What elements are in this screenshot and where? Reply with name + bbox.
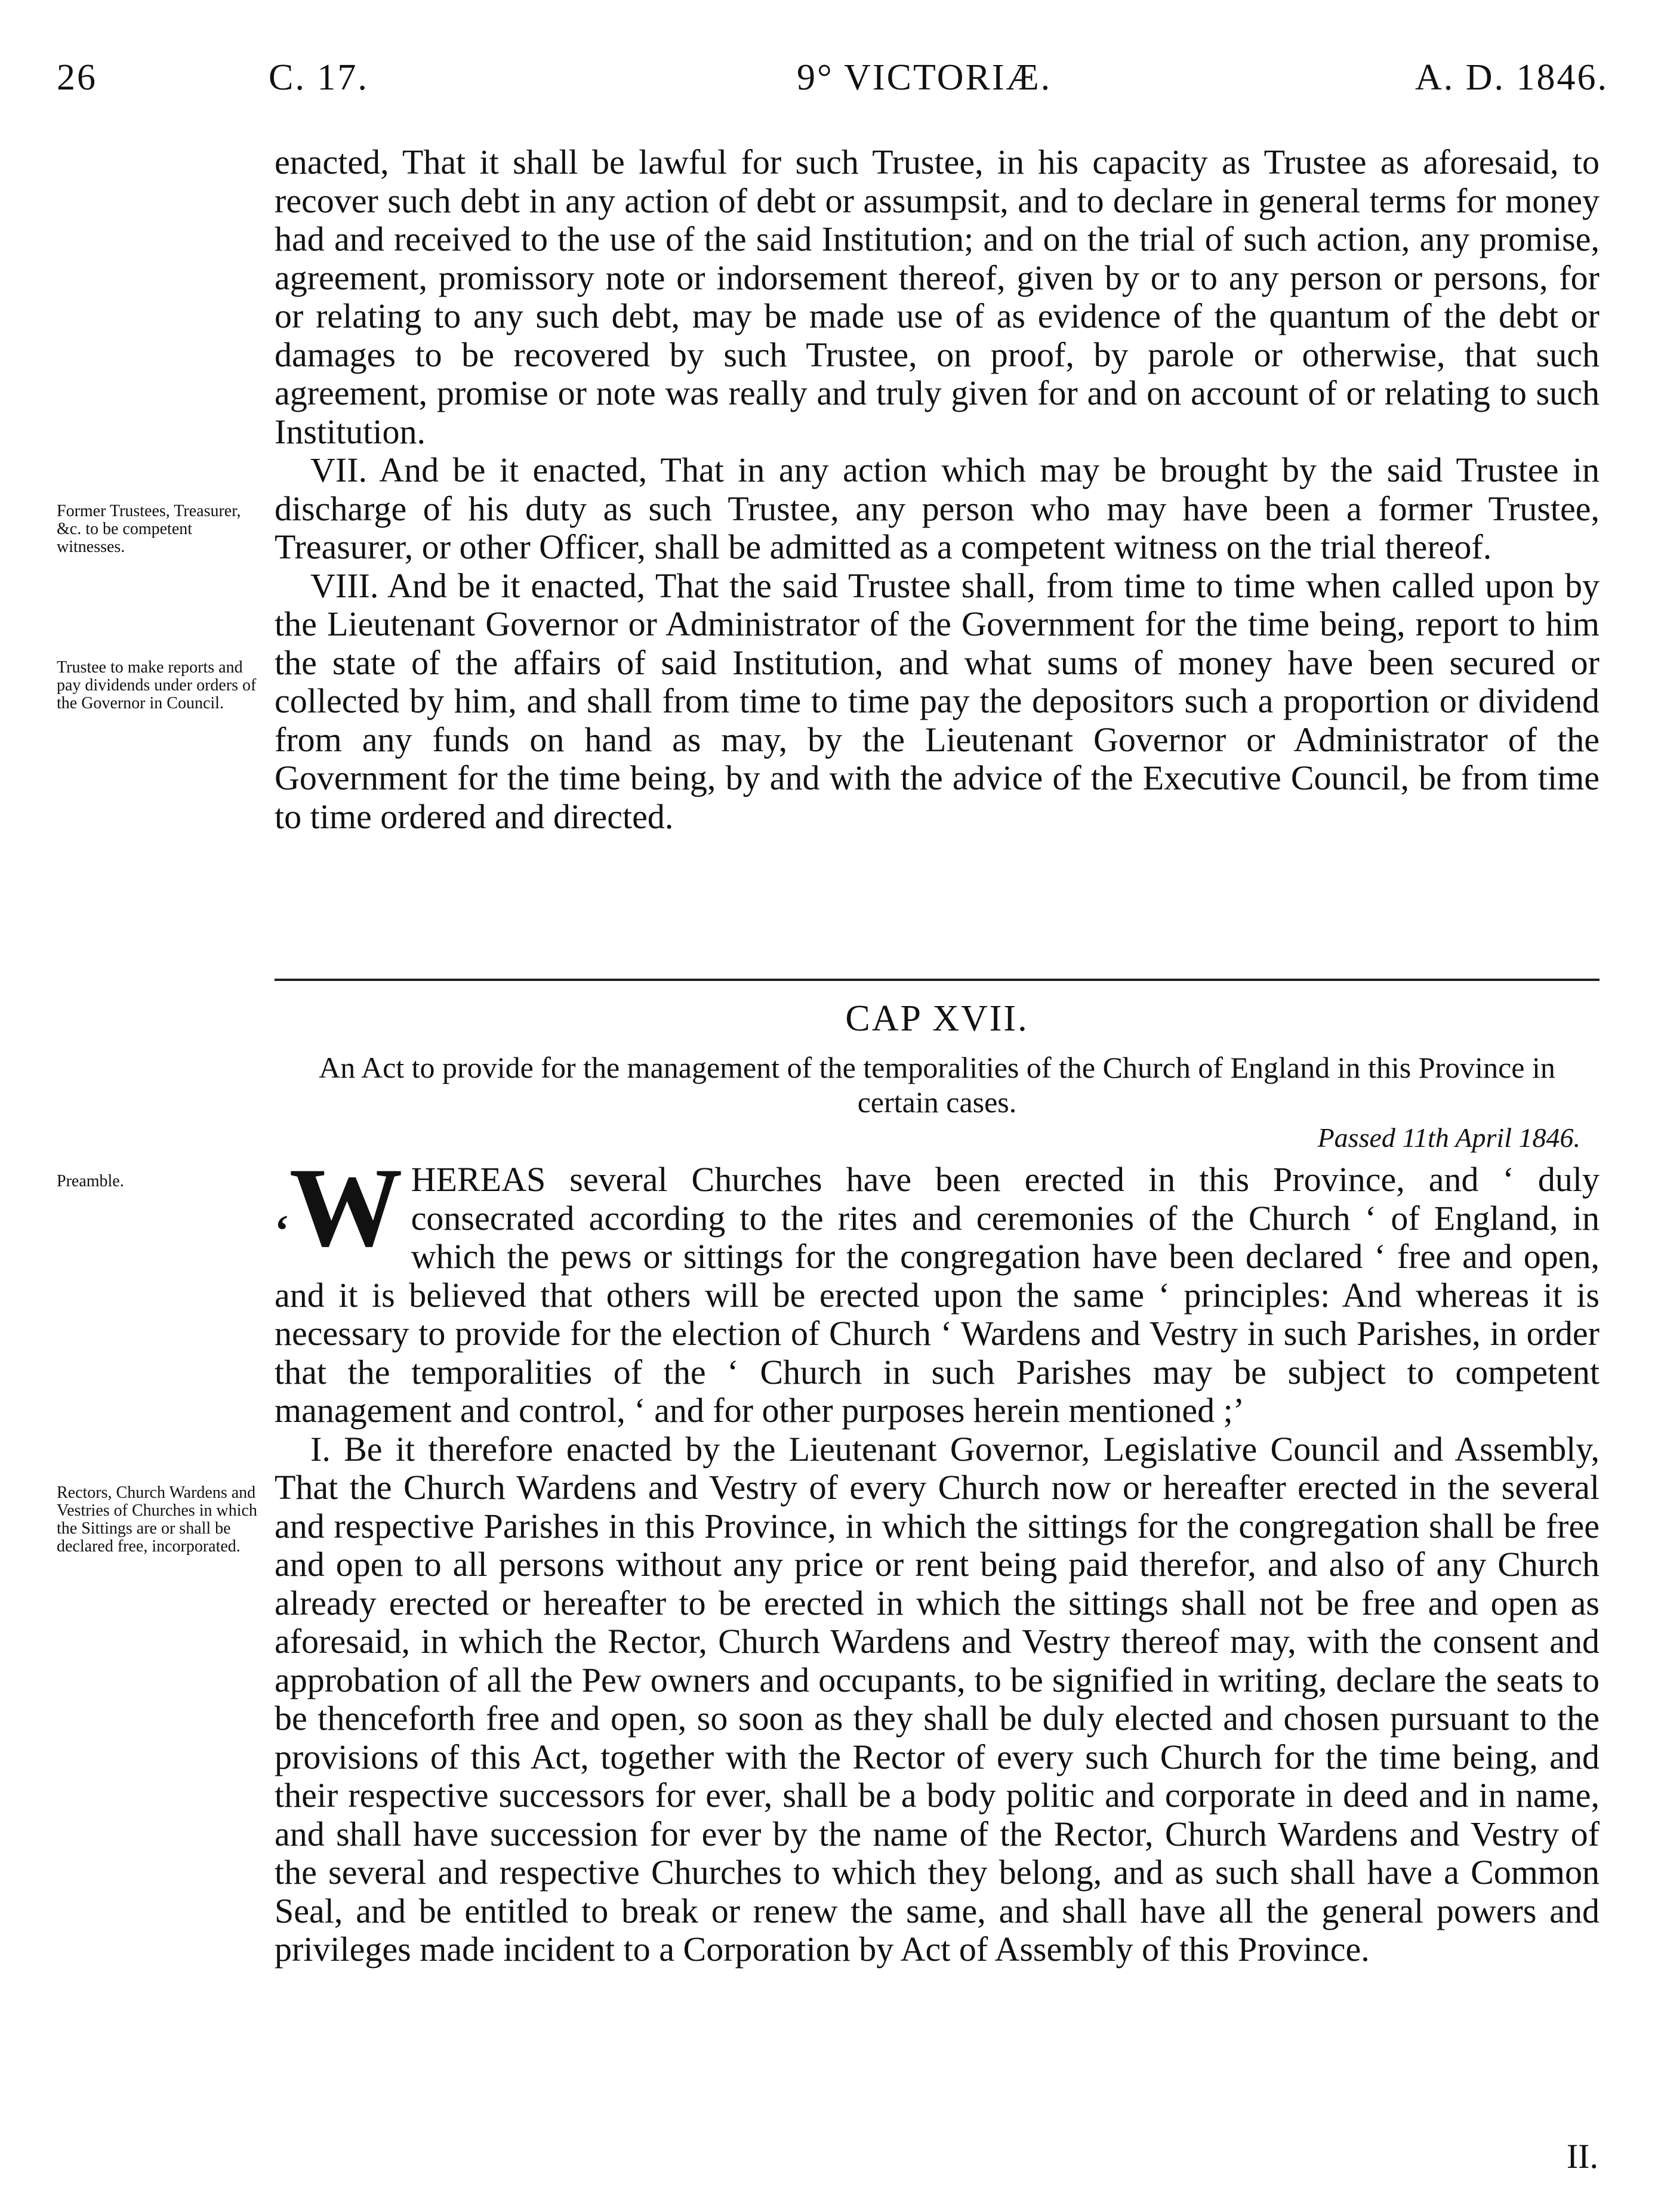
margin-note-rectors: Rectors, Church Wardens and Vestries of Churches in which the Sittings are or shall be declared free, incorporated.	[57, 1483, 257, 1556]
cap-title: CAP XVII.	[845, 998, 1029, 1039]
passed-date: Passed 11th April 1846.	[1317, 1122, 1580, 1153]
preamble-text: HEREAS several Churches have been erected in this Province, and ‘ duly consecrated according to the rites and ceremonies of the Church ‘ of England, in which the pews or sittings for the congregation have been declared ‘ free and open, and it is believed that others will be erected upon the same ‘ principles: And whereas it is necessary to provide for the election of Church ‘ Wardens and Vestry in such Parishes, in order that the temporalities of the ‘ Church in such Parishes may be subject to competent management and control, ‘ and for other purposes herein mentioned ;’	[275, 1160, 1600, 1430]
catchword: II.	[1566, 2137, 1598, 2176]
margin-note-trustee-reports: Trustee to make reports and pay dividends under orders of the Governor in Council.	[57, 658, 257, 712]
section-vi-continuation: enacted, That it shall be lawful for such Trustee, in his capacity as Trustee as aforesaid, to recover such debt in any action of debt or assumpsit, and to declare in general terms for money had and received to the use of the said Institution; and on the trial of such action, any promise, agreement, promissory note or indorsement thereof, given by or to any person or persons, for or relating to any such debt, may be made use of as evidence of the quantum of the debt or damages to be recovered by such Trustee, on proof, by parole or otherwise, that such agreement, promise or note was really and truly given for and on account of or relating to such Institution.	[275, 143, 1600, 451]
page-number: 26	[57, 57, 97, 98]
section-viii: VIII. And be it enacted, That the said Trustee shall, from time to time when called upon by the Lieutenant Governor or Administrator of the Government for the time being, report to him the state of the affairs of said Institution, and what sums of money have been secured or collected by him, and shall from time to time pay the depositors such a proportion or dividend from any funds on hand as may, by the Lieutenant Governor or Administrator of the Government for the time being, by and with the advice of the Executive Council, be from time to time ordered and directed.	[275, 566, 1600, 836]
sections-vi-viii	[275, 143, 1600, 836]
running-head	[57, 57, 1608, 110]
opening-quote: ‘	[275, 1207, 289, 1255]
section-divider	[275, 979, 1600, 981]
cap-xvii-body	[275, 1145, 1600, 1969]
section-vii: VII. And be it enacted, That in any action which may be brought by the said Trustee in discharge of his duty as such Trustee, any person who may have been a former Trustee, Treasurer, or other Officer, shall be admitted as a competent witness on the trial thereof.	[275, 451, 1600, 566]
chapter-number: C. 17.	[269, 57, 369, 98]
preamble-paragraph	[275, 1145, 1600, 1430]
drop-cap-letter: W	[289, 1145, 403, 1270]
regnal-year: 9° VICTORIÆ.	[797, 57, 1052, 98]
margin-note-former-trustees: Former Trustees, Treasurer, &c. to be competent witnesses.	[57, 502, 241, 556]
act-title: An Act to provide for the management of the temporalities of the Church of England in this Province in certain cases.	[319, 1051, 1555, 1119]
margin-note-preamble: Preamble.	[57, 1172, 124, 1190]
drop-cap	[275, 1145, 403, 1276]
calendar-year: A. D. 1846.	[1414, 57, 1608, 98]
section-i: I. Be it therefore enacted by the Lieutenant Governor, Legislative Council and Assembly, That the Church Wardens and Vestry of every Church now or hereafter erected in the several and respective Parishes in this Province, in which the sittings for the congregation shall be free and open to all persons without any price or rent being paid therefor, and also of any Church already erected or hereafter to be erected in which the sittings shall not be free and open as aforesaid, in which the Rector, Church Wardens and Vestry thereof may, with the consent and approbation of all the Pew owners and occupants, to be signified in writing, declare the seats to be thenceforth free and open, so soon as they shall be duly elected and chosen pursuant to the provisions of this Act, together with the Rector of every such Church for the time being, and their respective successors for ever, shall be a body politic and corporate in deed and in name, and shall have succession for ever by the name of the Rector, Church Wardens and Vestry of the several and respective Churches to which they belong, and as such shall have a Common Seal, and be entitled to break or renew the same, and shall have all the general powers and privileges made incident to a Corporation by Act of Assembly of this Province.	[275, 1429, 1600, 1969]
